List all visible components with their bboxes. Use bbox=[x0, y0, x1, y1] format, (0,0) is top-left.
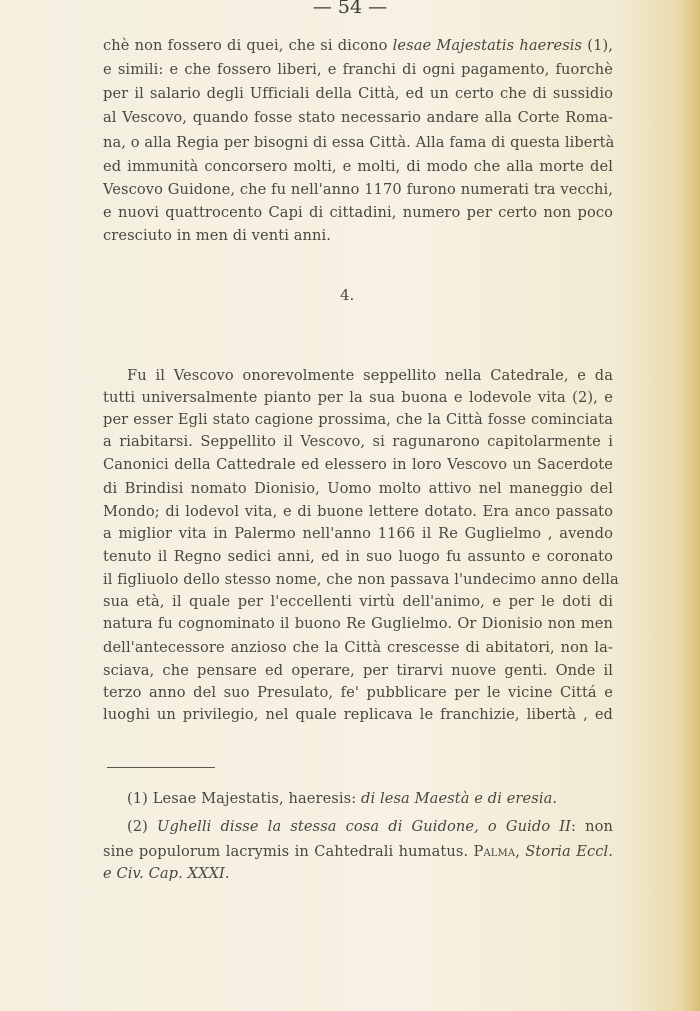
text-segment: tutti universalmente pianto per la sua buona e lodevole vita (2), e bbox=[103, 389, 613, 406]
text-segment: (1) Lesae Majestatis, haeresis: bbox=[127, 790, 362, 807]
page-number: — 54 — bbox=[312, 0, 388, 18]
text-line bbox=[103, 570, 619, 590]
text-line bbox=[103, 36, 613, 56]
text-segment: sua età, il quale per l'eccellenti virtù dell'animo, e per le doti di bbox=[103, 593, 613, 610]
text-line bbox=[103, 108, 613, 128]
text-segment: natura fu cognominato il buono Re Guglielmo. Or Dionisio non men bbox=[103, 615, 613, 632]
text-segment: Canonici della Cattedrale ed elessero in loro Vescovo un Sacerdote bbox=[103, 456, 613, 473]
text-segment: a riabitarsi. Seppellito il Vescovo, si ragunarono capitolarmente i bbox=[103, 433, 613, 450]
text-segment: Vescovo Guidone, che fu nell'anno 1170 furono numerati tra vecchi, bbox=[103, 181, 613, 198]
text-segment: sine populorum lacrymis in Cahtedrali humatus. bbox=[103, 843, 474, 860]
text-line bbox=[103, 226, 613, 246]
text-segment: il figliuolo dello stesso nome, che non passava l'undecimo anno della bbox=[103, 571, 619, 588]
text-line bbox=[103, 455, 613, 475]
footnote-line bbox=[103, 864, 613, 884]
text-segment: e Civ. Cap. XXXI. bbox=[103, 865, 230, 882]
text-line bbox=[103, 547, 613, 567]
text-line bbox=[103, 203, 613, 223]
text-segment: na, o alla Regia per bisogni di essa Città. Alla fama di questa libertà bbox=[103, 134, 615, 151]
text-segment: tenuto il Regno sedici anni, ed in suo luogo fu assunto e coronato bbox=[103, 548, 613, 565]
text-segment: di Brindisi nomato Dionisio, Uomo molto attivo nel maneggio del bbox=[103, 480, 613, 497]
text-line bbox=[103, 180, 613, 200]
text-segment: (2) bbox=[127, 818, 158, 835]
text-line bbox=[103, 705, 613, 725]
text-line bbox=[127, 366, 613, 386]
text-line bbox=[103, 524, 613, 544]
text-segment: per il salario degli Ufficiali della Città, ed un certo che di sussidio bbox=[103, 85, 613, 102]
text-segment: e simili: e che fossero liberi, e franchi di ogni pagamento, fuorchè bbox=[103, 61, 613, 78]
text-line bbox=[103, 84, 613, 104]
text-segment: e nuovi quattrocento Capi di cittadini, numero per certo non poco bbox=[103, 204, 613, 221]
text-line bbox=[103, 133, 613, 153]
text-line bbox=[103, 388, 613, 408]
text-line bbox=[103, 683, 613, 703]
text-line bbox=[103, 502, 613, 522]
text-segment: Storia Eccl. bbox=[525, 843, 614, 860]
text-segment: Palma bbox=[473, 843, 516, 860]
text-line bbox=[103, 661, 613, 681]
text-segment: di lesa Maestà e di eresia. bbox=[361, 790, 558, 807]
text-segment: terzo anno del suo Presulato, fe' pubblicare per le vicine Cittá e bbox=[103, 684, 613, 701]
text-line bbox=[103, 157, 613, 177]
text-segment: (1), bbox=[582, 37, 613, 54]
footnote-line bbox=[127, 789, 613, 809]
footnote-line bbox=[127, 817, 613, 837]
footnote-line bbox=[103, 842, 613, 862]
text-segment: luoghi un privilegio, nel quale replicava le franchizie, libertà , ed bbox=[103, 706, 613, 723]
text-segment: lesae Majestatis haeresis bbox=[392, 37, 583, 54]
text-segment: Ughelli disse la stessa cosa di Guidone, o Guido II bbox=[157, 818, 572, 835]
text-segment: Mondo; di lodevol vita, e di buone lettere dotato. Era anco passato bbox=[103, 503, 613, 520]
text-segment: sciava, che pensare ed operare, per tirarvi nuove genti. Onde il bbox=[103, 662, 613, 679]
text-segment: per esser Egli stato cagione prossima, che la Città fosse cominciata bbox=[103, 411, 613, 428]
text-line bbox=[103, 592, 613, 612]
text-segment: , bbox=[515, 843, 526, 860]
text-segment: ed immunità concorsero molti, e molti, di modo che alla morte del bbox=[103, 158, 613, 175]
text-line bbox=[103, 638, 613, 658]
footnote-divider bbox=[107, 767, 215, 768]
text-line bbox=[103, 479, 613, 499]
text-line bbox=[103, 432, 613, 452]
text-line bbox=[103, 614, 613, 634]
section-number: 4. bbox=[340, 286, 355, 304]
text-segment: a miglior vita in Palermo nell'anno 1166 il Re Guglielmo , avendo bbox=[103, 525, 613, 542]
text-line bbox=[103, 60, 613, 80]
text-segment: cresciuto in men di venti anni. bbox=[103, 227, 332, 244]
text-segment: : non bbox=[571, 818, 614, 835]
text-segment: al Vescovo, quando fosse stato necessario andare alla Corte Roma- bbox=[103, 109, 613, 126]
text-segment: Fu il Vescovo onorevolmente seppellito nella Catedrale, e da bbox=[127, 367, 613, 384]
text-line bbox=[103, 410, 613, 430]
text-segment: chè non fossero di quei, che si dicono bbox=[103, 37, 393, 54]
text-segment: dell'antecessore anzioso che la Città crescesse di abitatori, non la- bbox=[103, 639, 613, 656]
